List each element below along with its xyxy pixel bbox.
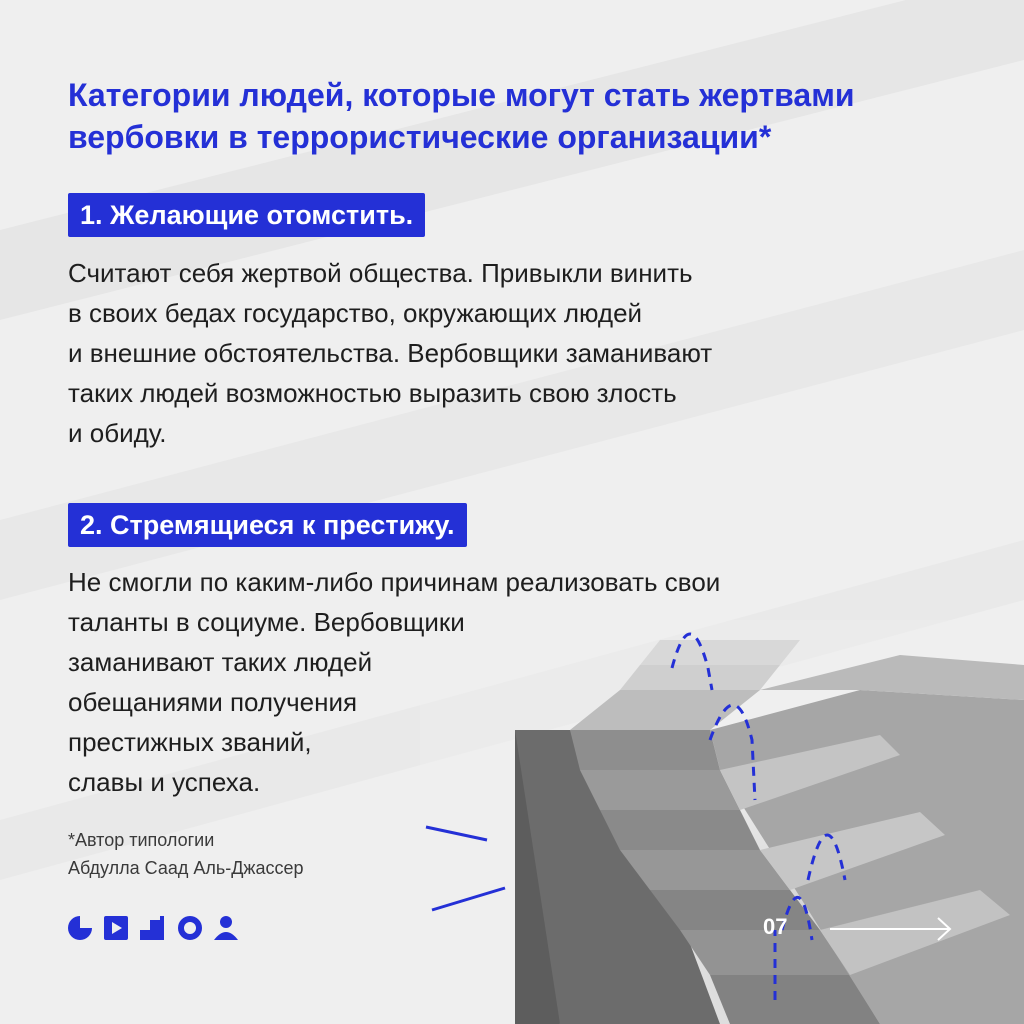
page-title: [68, 74, 968, 158]
arrow-right-icon[interactable]: [828, 914, 958, 944]
section-1-line: таких людей возможностью выразить свою злость: [68, 378, 677, 408]
title-line-2: вербовки в террористические организации*: [68, 119, 772, 155]
section-1-line: в своих бедах государство, окружающих людей: [68, 298, 643, 328]
section-1-text: [68, 253, 712, 453]
section-2-line: престижных званий,: [68, 727, 312, 757]
logo-steps-icon: [140, 916, 164, 940]
section-1-line: Считают себя жертвой общества. Привыкли винить: [68, 258, 693, 288]
brand-logo: [68, 912, 248, 944]
section-1-heading: 1. Желающие отомстить.: [68, 193, 425, 237]
footnote-line-1: *Автор типологии: [68, 830, 215, 850]
logo-person-icon: [214, 916, 238, 940]
section-2-line: славы и успеха.: [68, 767, 261, 797]
section-2-line: обещаниями получения: [68, 687, 358, 717]
section-1-line: и внешние обстоятельства. Вербовщики заманивают: [68, 338, 713, 368]
page-number: 07: [763, 914, 788, 939]
section-1-line: и обиду.: [68, 418, 167, 448]
title-line-1: Категории людей, которые могут стать жертвами: [68, 77, 855, 113]
logo-circle-icon: [68, 916, 92, 940]
logo-play-square-icon: [104, 916, 128, 940]
section-2-line: Не смогли по каким-либо причинам реализовать свои: [68, 567, 721, 597]
section-2-line: таланты в социуме. Вербовщики: [68, 607, 465, 637]
section-2-heading: 2. Стремящиеся к престижу.: [68, 503, 467, 547]
section-2-line: заманивают таких людей: [68, 647, 373, 677]
footnote-line-2: Абдулла Саад Аль-Джассер: [68, 858, 304, 878]
logo-ring-icon: [181, 919, 199, 937]
footnote: [68, 826, 304, 882]
section-2-text: [68, 562, 720, 802]
